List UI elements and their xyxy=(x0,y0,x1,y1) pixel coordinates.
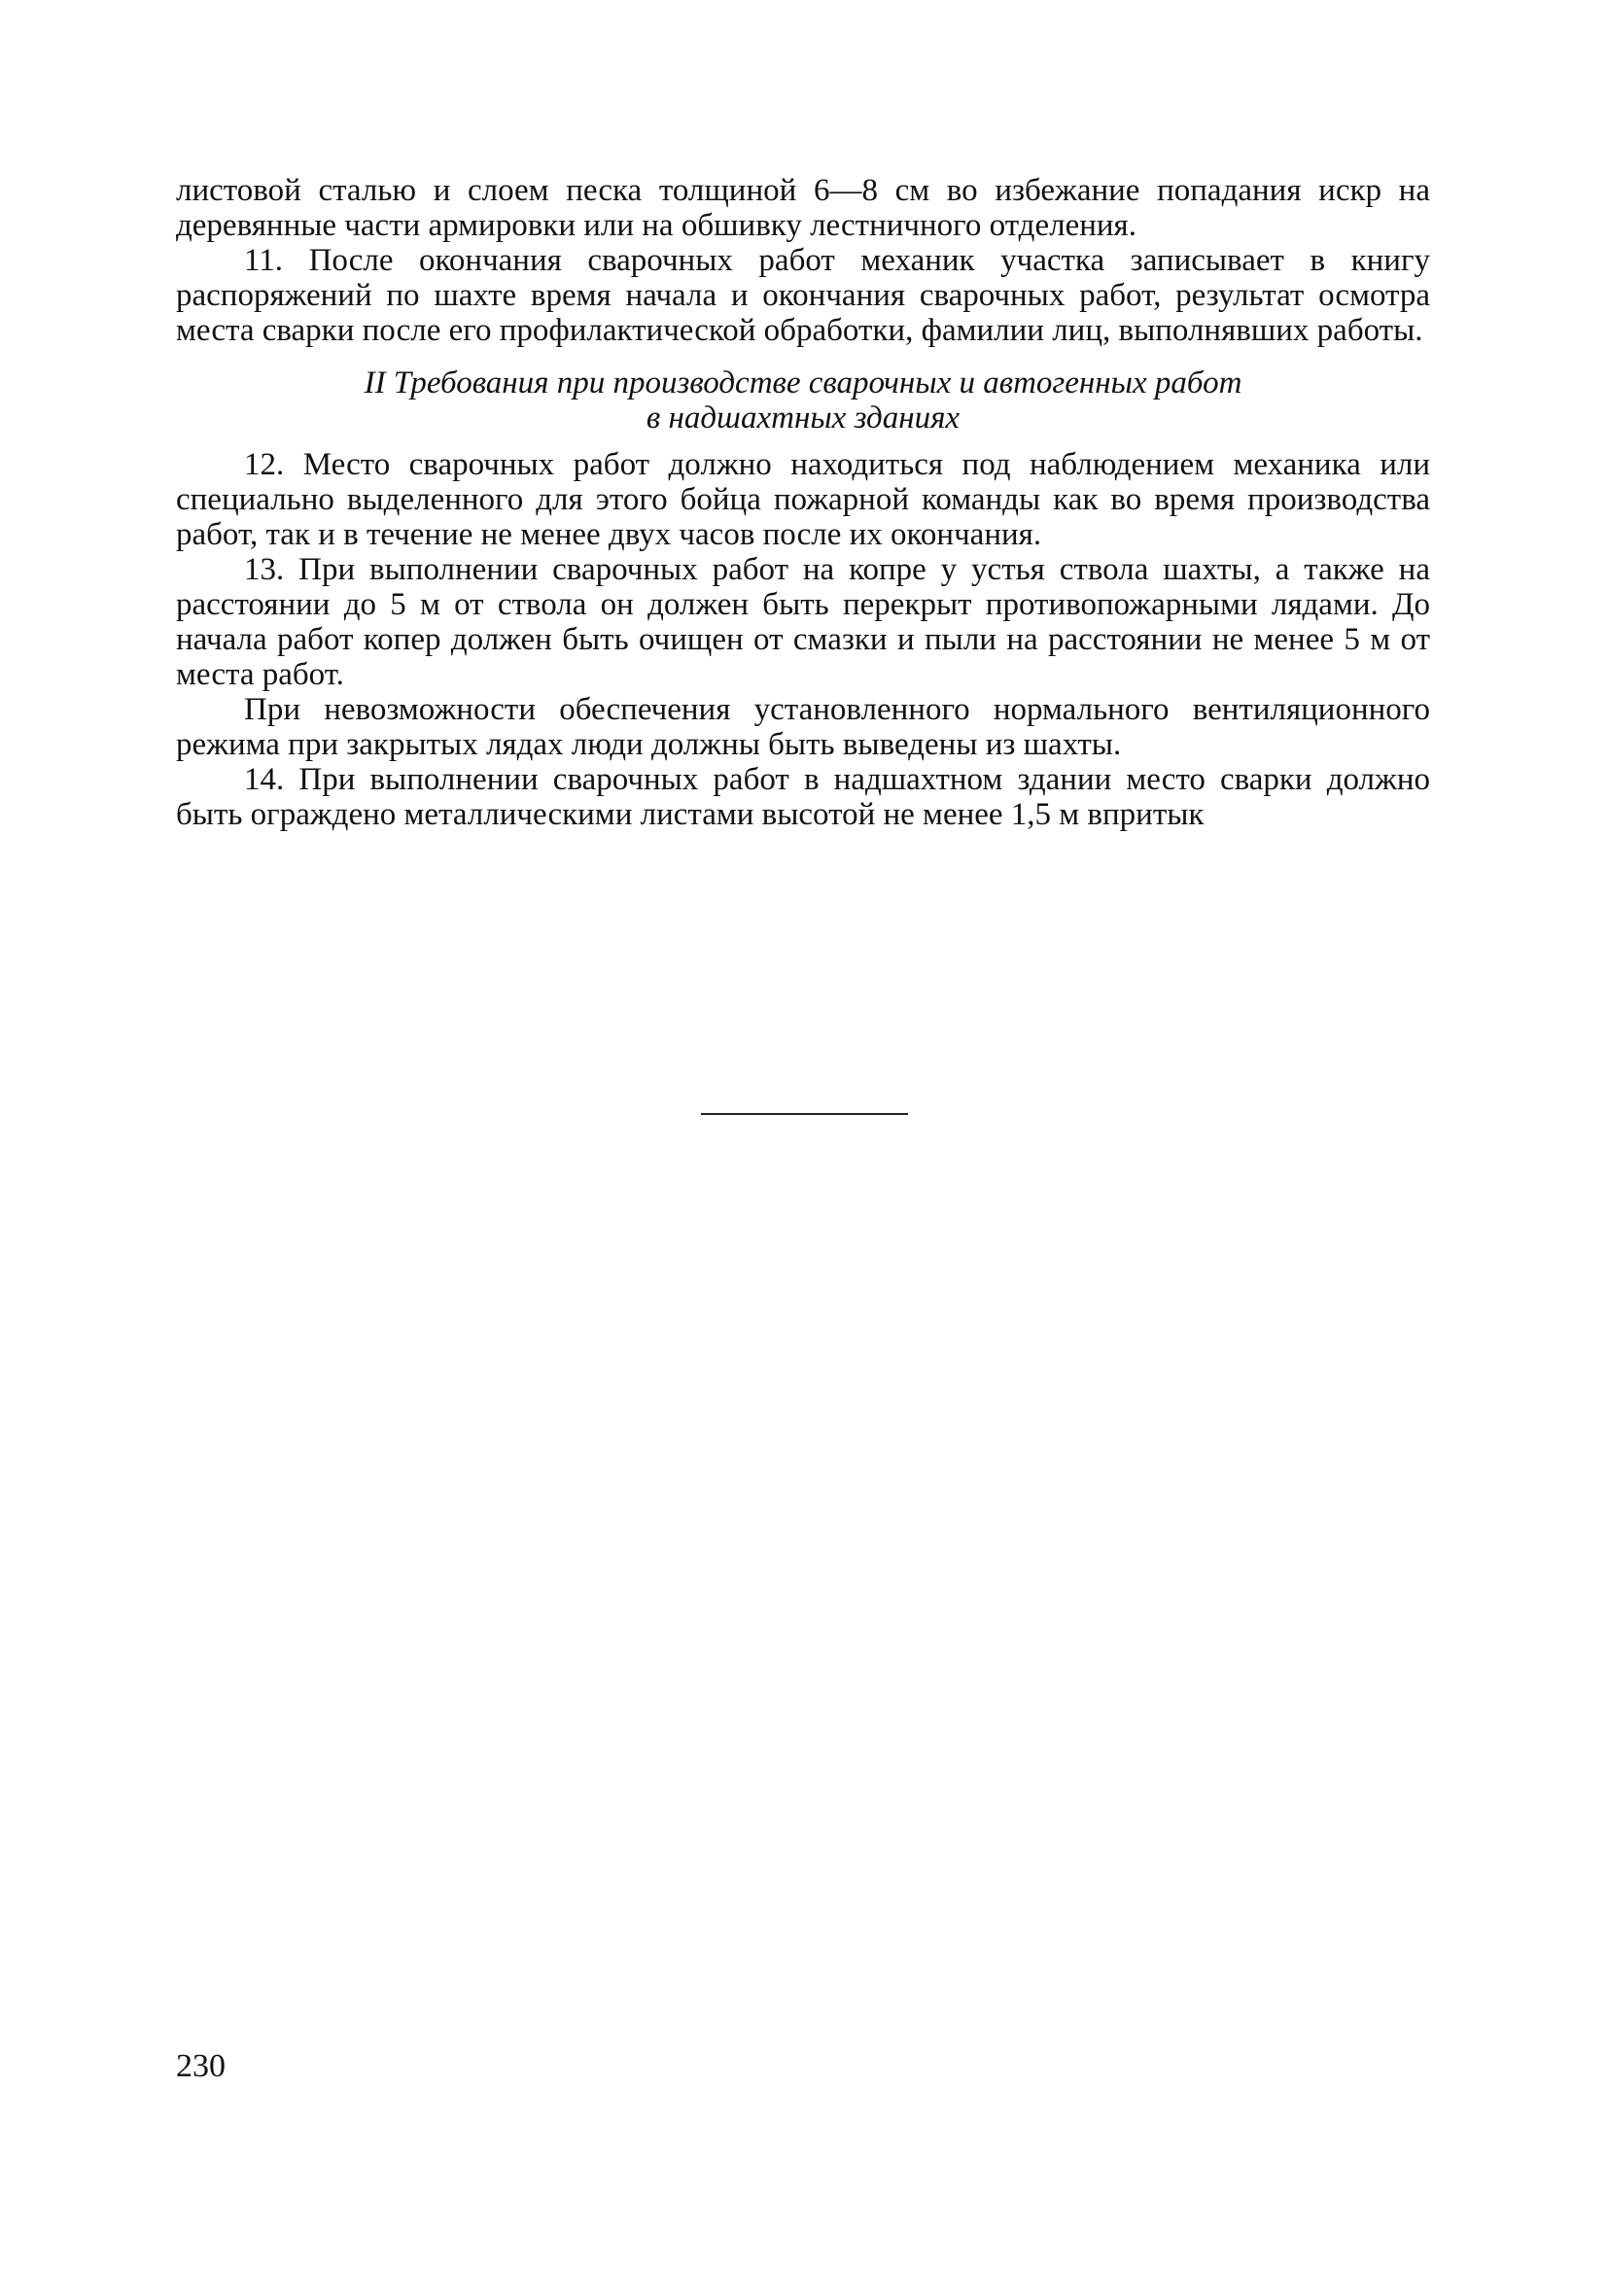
page-number: 230 xyxy=(176,2048,226,2084)
section-heading-line-2: в надшахтных зданиях xyxy=(646,400,961,435)
paragraph-12: 12. Место сварочных работ должно находиться под наблюдением механика или специально выделенного для этого бойца пожарной команды как во время производства работ, так и в течение не менее двух часов после их окончания. xyxy=(176,447,1430,552)
paragraph-11: 11. После окончания сварочных работ механик участка записывает в книгу распоряжений по шахте время начала и окончания сварочных работ, результат осмотра места сварки после его профилактической обработки, фамилии лиц, выполнявших работы. xyxy=(176,243,1430,348)
section-divider-rule xyxy=(701,1113,908,1115)
body-text xyxy=(176,173,1430,832)
paragraph-13-continued: При невозможности обеспечения установленного нормального вентиляционного режима при закрытых лядах люди должны быть выведены из шахты. xyxy=(176,692,1430,762)
paragraph-continuation: листовой сталью и слоем песка толщиной 6—8 см во избежание попадания искр на деревянные части армировки или на обшивку лестничного отделения. xyxy=(176,173,1430,243)
paragraph-13: 13. При выполнении сварочных работ на копре у устья ствола шахты, а также на расстоянии до 5 м от ствола он должен быть перекрыт противопожарными лядами. До начала работ копер должен быть очищен от смазки и пыли на расстоянии не менее 5 м от места работ. xyxy=(176,552,1430,692)
section-heading xyxy=(176,365,1430,435)
section-heading-line-1: II Требования при производстве сварочных и автогенных работ xyxy=(364,365,1242,400)
paragraph-14: 14. При выполнении сварочных работ в надшахтном здании место сварки должно быть ограждено металлическими листами высотой не менее 1,5 м впритык xyxy=(176,762,1430,832)
